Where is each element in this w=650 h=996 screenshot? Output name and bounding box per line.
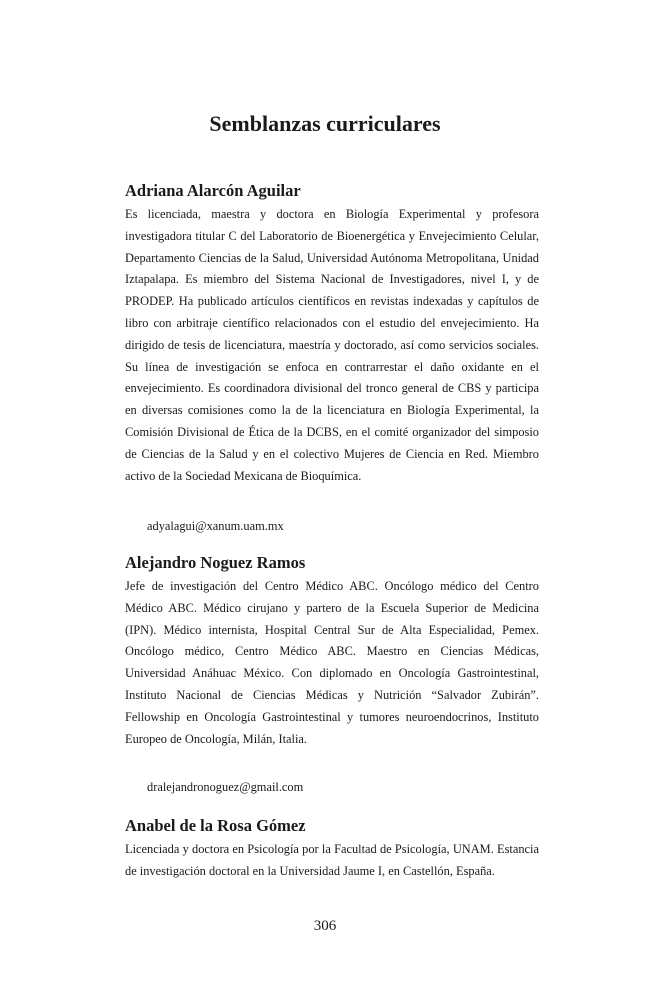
bio-text: Es licenciada, maestra y doctora en Biología Experimental y profesora investigadora titular C del Laboratorio de Bioenergética y Envejecimiento Celular, Departamento Ciencias de la Salud, Universidad Autónoma Metropolitana, Unidad Iztapalapa. Es miembro del Sistema Nacional de Investigadores, nivel I, y de PRODEP. Ha publicado artículos científicos en revistas indexadas y capítulos de libro con arbitraje científico relacionados con el estudio del envejecimiento. Ha dirigido de tesis de licenciatura, maestría y doctorado, así como servicios sociales. Su línea de investigación se enfoca en contrarrestar el daño oxidante en el envejecimiento. Es coordinadora divisional del tronco general de CBS y participa en diversas comisiones como la de la licenciatura en Biología Experimental, la Comisión Divisional de Ética de la DCBS, en el comité organizador del simposio de Ciencias de la Salud y en el colectivo Mujeres de Ciencia en Red. Miembro activo de la Sociedad Mexicana de Bioquímica. [125,207,539,483]
bio-name: Alejandro Noguez Ramos [125,553,306,572]
bio-entry-adriana-alarcon [125,180,539,535]
page-title: Semblanzas curriculares [209,111,441,136]
bio-name: Adriana Alarcón Aguilar [125,181,301,200]
bio-text: Jefe de investigación del Centro Médico ABC. Oncólogo médico del Centro Médico ABC. Médico cirujano y partero de la Escuela Superior de Medicina (IPN). Médico internista, Hospital Central Sur de Alta Especialidad, Pemex. Oncólogo médico, Centro Médico ABC. Maestro en Ciencias Médicas, Universidad Anáhuac México. Con diplomado en Oncología Gastrointestinal, Instituto Nacional de Ciencias Médicas y Nutrición “Salvador Zubirán”. Fellowship en Oncología Gastrointestinal y tumores neuroendocrinos, Instituto Europeo de Oncología, Milán, Italia. [125,579,539,746]
page-number: 306 [313,918,337,934]
bio-email: adyalagui@xanum.uam.mx [147,519,284,534]
bio-name: Anabel de la Rosa Gómez [125,816,306,835]
bio-entry-alejandro-noguez [125,552,539,796]
bio-text: Licenciada y doctora en Psicología por la Facultad de Psicología, UNAM. Estancia de investigación doctoral en la Universidad Jaume I, en Castellón, España. [125,842,539,878]
bio-entry-anabel-de-la-rosa [125,815,539,883]
bio-email: dralejandronoguez@gmail.com [147,780,304,795]
